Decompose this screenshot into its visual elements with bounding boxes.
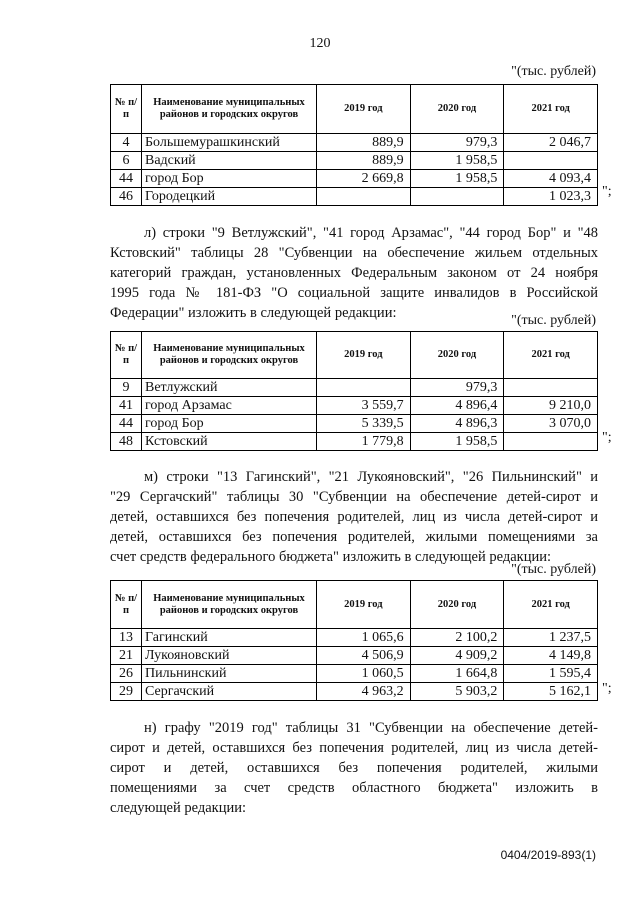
closing-quote: "; — [602, 184, 612, 199]
header-2020: 2020 год — [410, 332, 504, 379]
unit-label: "(тыс. рублей) — [511, 313, 596, 328]
district-name: Сергачский — [142, 683, 317, 701]
value-2019: 889,9 — [317, 152, 411, 170]
value-2021: 3 070,0 — [504, 415, 598, 433]
text-line: м) строки "13 Гагинский", "21 Лукояновский", "26 Пильнинский" и — [144, 469, 598, 485]
value-2021: 5 162,1 — [504, 683, 598, 701]
subvention-table-30 — [110, 580, 598, 701]
district-name: Кстовский — [142, 433, 317, 451]
value-2019: 5 339,5 — [317, 415, 411, 433]
text-line: следующей редакции: — [110, 800, 247, 816]
district-name: Ветлужский — [142, 379, 317, 397]
district-name: город Бор — [142, 415, 317, 433]
table-row — [111, 647, 598, 665]
value-2020: 979,3 — [410, 379, 504, 397]
text-line: н) графу "2019 год" таблицы 31 "Субвенции на обеспечение детей- — [144, 720, 598, 736]
header-2019: 2019 год — [317, 581, 411, 629]
value-2020: 4 896,4 — [410, 397, 504, 415]
header-2021: 2021 год — [504, 581, 598, 629]
table-header-row — [111, 85, 598, 134]
header-2019: 2019 год — [317, 85, 411, 134]
text-line: детей, оставшихся без попечения родителей, лиц из числа детей-сирот и — [110, 509, 598, 525]
value-2019 — [317, 188, 411, 206]
table-row — [111, 433, 598, 451]
district-name: Лукояновский — [142, 647, 317, 665]
value-2020: 1 958,5 — [410, 433, 504, 451]
text-line: л) строки "9 Ветлужский", "41 город Арзамас", "44 город Бор" и "48 — [144, 225, 598, 241]
header-num: № п/п — [111, 581, 142, 629]
table-row — [111, 188, 598, 206]
row-number: 13 — [111, 629, 142, 647]
page-number: 120 — [309, 36, 331, 51]
header-2021: 2021 год — [504, 85, 598, 134]
district-name: город Арзамас — [142, 397, 317, 415]
value-2021: 9 210,0 — [504, 397, 598, 415]
text-line: "29 Сергачский" таблицы 30 "Субвенции на обеспечение детей-сирот и — [110, 489, 598, 505]
row-number: 9 — [111, 379, 142, 397]
row-number: 4 — [111, 134, 142, 152]
subvention-table-1 — [110, 84, 598, 206]
header-2019: 2019 год — [317, 332, 411, 379]
value-2020: 1 664,8 — [410, 665, 504, 683]
text-line: сирот и детей, оставшихся без попечения родителей, жилыми — [110, 760, 598, 776]
value-2021: 4 149,8 — [504, 647, 598, 665]
table-row — [111, 629, 598, 647]
value-2019: 4 506,9 — [317, 647, 411, 665]
header-num: № п/п — [111, 332, 142, 379]
text-line: детей, оставшихся без попечения родителей, жилыми помещениями за — [110, 529, 598, 545]
district-name: Большемурашкинский — [142, 134, 317, 152]
paragraph-l — [110, 223, 598, 323]
header-num: № п/п — [111, 85, 142, 134]
table-row — [111, 170, 598, 188]
unit-label: "(тыс. рублей) — [511, 64, 596, 79]
document-code: 0404/2019-893(1) — [500, 848, 596, 862]
value-2019: 1 779,8 — [317, 433, 411, 451]
value-2021 — [504, 433, 598, 451]
value-2021 — [504, 379, 598, 397]
district-name: Пильнинский — [142, 665, 317, 683]
value-2019 — [317, 379, 411, 397]
district-name: город Бор — [142, 170, 317, 188]
value-2019: 4 963,2 — [317, 683, 411, 701]
row-number: 44 — [111, 170, 142, 188]
header-name: Наименование муниципальных районов и городских округов — [142, 332, 317, 379]
table-row — [111, 152, 598, 170]
value-2021: 1 237,5 — [504, 629, 598, 647]
value-2019: 2 669,8 — [317, 170, 411, 188]
header-name: Наименование муниципальных районов и городских округов — [142, 85, 317, 134]
table-row — [111, 134, 598, 152]
subvention-table-28 — [110, 331, 598, 451]
table-row — [111, 683, 598, 701]
value-2019: 889,9 — [317, 134, 411, 152]
value-2020: 979,3 — [410, 134, 504, 152]
row-number: 6 — [111, 152, 142, 170]
row-number: 26 — [111, 665, 142, 683]
text-line: помещениями за счет средств областного бюджета" изложить в — [110, 780, 598, 796]
text-line: 1995 года № 181-ФЗ "О социальной защите инвалидов в Российской — [110, 285, 598, 301]
text-line: категорий граждан, установленных Федеральным законом от 24 ноября — [110, 265, 598, 281]
header-2020: 2020 год — [410, 85, 504, 134]
value-2021: 1 023,3 — [504, 188, 598, 206]
text-line: Кстовский" таблицы 28 "Субвенции на обеспечение жильем отдельных — [110, 245, 598, 261]
closing-quote: "; — [602, 681, 612, 696]
value-2020: 2 100,2 — [410, 629, 504, 647]
value-2020: 1 958,5 — [410, 170, 504, 188]
value-2019: 1 060,5 — [317, 665, 411, 683]
value-2019: 3 559,7 — [317, 397, 411, 415]
header-2021: 2021 год — [504, 332, 598, 379]
value-2020: 1 958,5 — [410, 152, 504, 170]
value-2020: 5 903,2 — [410, 683, 504, 701]
value-2020 — [410, 188, 504, 206]
value-2021: 2 046,7 — [504, 134, 598, 152]
row-number: 48 — [111, 433, 142, 451]
unit-label: "(тыс. рублей) — [511, 562, 596, 577]
text-line: сирот и детей, оставшихся без попечения родителей, лиц из числа детей- — [110, 740, 598, 756]
table-row — [111, 415, 598, 433]
header-name: Наименование муниципальных районов и городских округов — [142, 581, 317, 629]
value-2019: 1 065,6 — [317, 629, 411, 647]
district-name: Городецкий — [142, 188, 317, 206]
text-line: счет средств федерального бюджета" изложить в следующей редакции: — [110, 549, 552, 565]
row-number: 21 — [111, 647, 142, 665]
paragraph-n — [110, 718, 598, 818]
row-number: 29 — [111, 683, 142, 701]
row-number: 46 — [111, 188, 142, 206]
text-line: Федерации" изложить в следующей редакции: — [110, 305, 397, 321]
table-header-row — [111, 332, 598, 379]
closing-quote: "; — [602, 430, 612, 445]
value-2021: 4 093,4 — [504, 170, 598, 188]
value-2021: 1 595,4 — [504, 665, 598, 683]
value-2020: 4 896,3 — [410, 415, 504, 433]
table-row — [111, 665, 598, 683]
paragraph-m — [110, 467, 598, 567]
header-2020: 2020 год — [410, 581, 504, 629]
row-number: 41 — [111, 397, 142, 415]
row-number: 44 — [111, 415, 142, 433]
value-2021 — [504, 152, 598, 170]
table-row — [111, 397, 598, 415]
value-2020: 4 909,2 — [410, 647, 504, 665]
district-name: Гагинский — [142, 629, 317, 647]
district-name: Вадский — [142, 152, 317, 170]
table-header-row — [111, 581, 598, 629]
table-row — [111, 379, 598, 397]
